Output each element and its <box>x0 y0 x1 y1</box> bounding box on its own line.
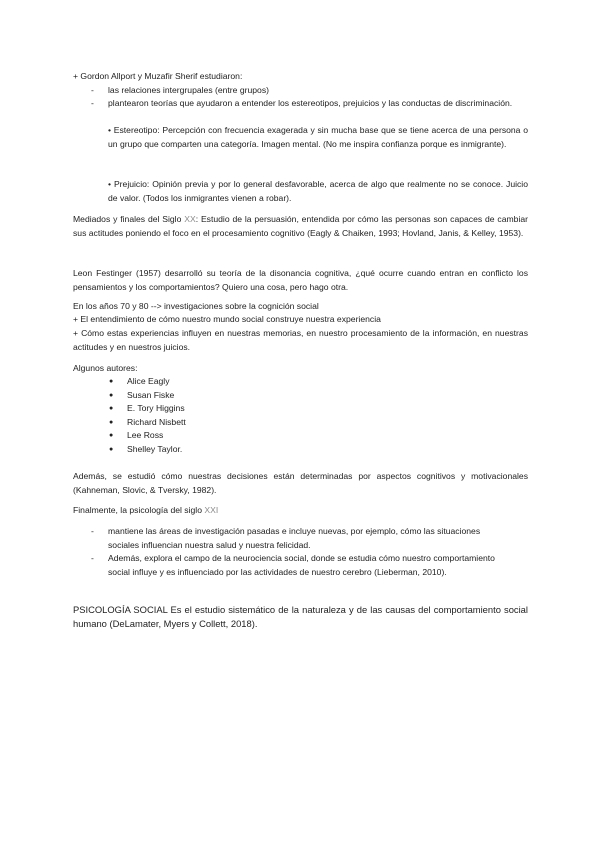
bullet-icon: ● <box>109 378 114 385</box>
estereotipo-definition: • Estereotipo: Percepción con frecuencia exagerada y sin mucha base que se tiene acerca de una persona o un grupo que comparten una categoría. Imagen mental. (No me inspira confianza porque es inmigrante). <box>108 125 528 149</box>
plus-item-2: + Cómo estas experiencias influyen en nuestras memorias, en nuestro procesamiento de la información, en nuestras actitudes y en nuestros juicios. <box>73 328 528 352</box>
author-item: Shelley Taylor. <box>127 444 183 454</box>
list-item-neurociencia: Además, explora el campo de la neurociencia social, donde se estudia cómo nuestro comportamiento social influye y es influenciado por las actividades de nuestro cerebro (Lieberman, 2010). <box>108 553 495 577</box>
autores-label: Algunos autores: <box>73 363 138 373</box>
bullet-icon: ● <box>109 432 114 439</box>
allport-heading: + Gordon Allport y Muzafir Sherif estudiaron: <box>73 71 243 81</box>
bullet-icon: ● <box>109 392 114 399</box>
author-item: Richard Nisbett <box>127 417 186 427</box>
finalmente-heading: Finalmente, la psicología del siglo XXI <box>73 505 219 515</box>
dash-marker: - <box>91 553 94 563</box>
bullet-icon: ● <box>109 446 114 453</box>
dash-marker: - <box>91 98 94 108</box>
author-item: Susan Fiske <box>127 390 175 400</box>
term-heading: PSICOLOGÍA SOCIAL <box>73 604 168 615</box>
anos-line: En los años 70 y 80 --> investigaciones sobre la cognición social <box>73 301 319 311</box>
ademas-paragraph: Además, se estudió cómo nuestras decisiones están determinadas por aspectos cognitivos y motivacionales (Kahneman, Slovic, & Tversky, 1982). <box>73 471 528 495</box>
list-item-relaciones: las relaciones intergrupales (entre grupos) <box>108 85 269 95</box>
author-item: E. Tory Higgins <box>127 403 185 413</box>
highlight-text: XX <box>184 214 196 224</box>
list-item-teorias: plantearon teorías que ayudaron a entender los estereotipos, prejuicios y las conductas de discriminación. <box>108 98 513 108</box>
author-item: Alice Eagly <box>127 376 170 386</box>
highlight-text: XXI <box>204 505 219 515</box>
dash-marker: - <box>91 85 94 95</box>
plus-item-1: + El entendimiento de cómo nuestro mundo social construye nuestra experiencia <box>73 314 381 324</box>
bullet-icon: ● <box>109 419 114 426</box>
bullet-icon: ● <box>109 405 114 412</box>
author-item: Lee Ross <box>127 430 164 440</box>
psicologia-social-definition: PSICOLOGÍA SOCIAL Es el estudio sistemático de la naturaleza y de las causas del comportamiento social humano (DeLamater, Myers y Collett, 2018). <box>73 604 528 629</box>
list-item-areas: mantiene las áreas de investigación pasadas e incluye nuevas, por ejemplo, cómo las situaciones sociales influencian nuestra salud y nuestra felicidad. <box>108 526 481 550</box>
prejuicio-definition: • Prejuicio: Opinión previa y por lo general desfavorable, acerca de algo que realmente no se conoce. Juicio de valor. (Todos los inmigrantes vienen a robar). <box>108 179 528 203</box>
dash-marker: - <box>91 526 94 536</box>
mediados-paragraph: Mediados y finales del Siglo XX: Estudio de la persuasión, entendida por cómo las personas son capaces de cambiar sus actitudes poniendo el foco en el procesamiento cognitivo (Eagly & Chaiken, 1993; Hovland, Janis, & Kelley, 1953). <box>73 214 528 238</box>
festinger-paragraph: Leon Festinger (1957) desarrolló su teoría de la disonancia cognitiva, ¿qué ocurre cuando entran en conflicto los pensamientos y los comportamientos? Quiero una cosa, pero hago otra. <box>73 268 528 292</box>
